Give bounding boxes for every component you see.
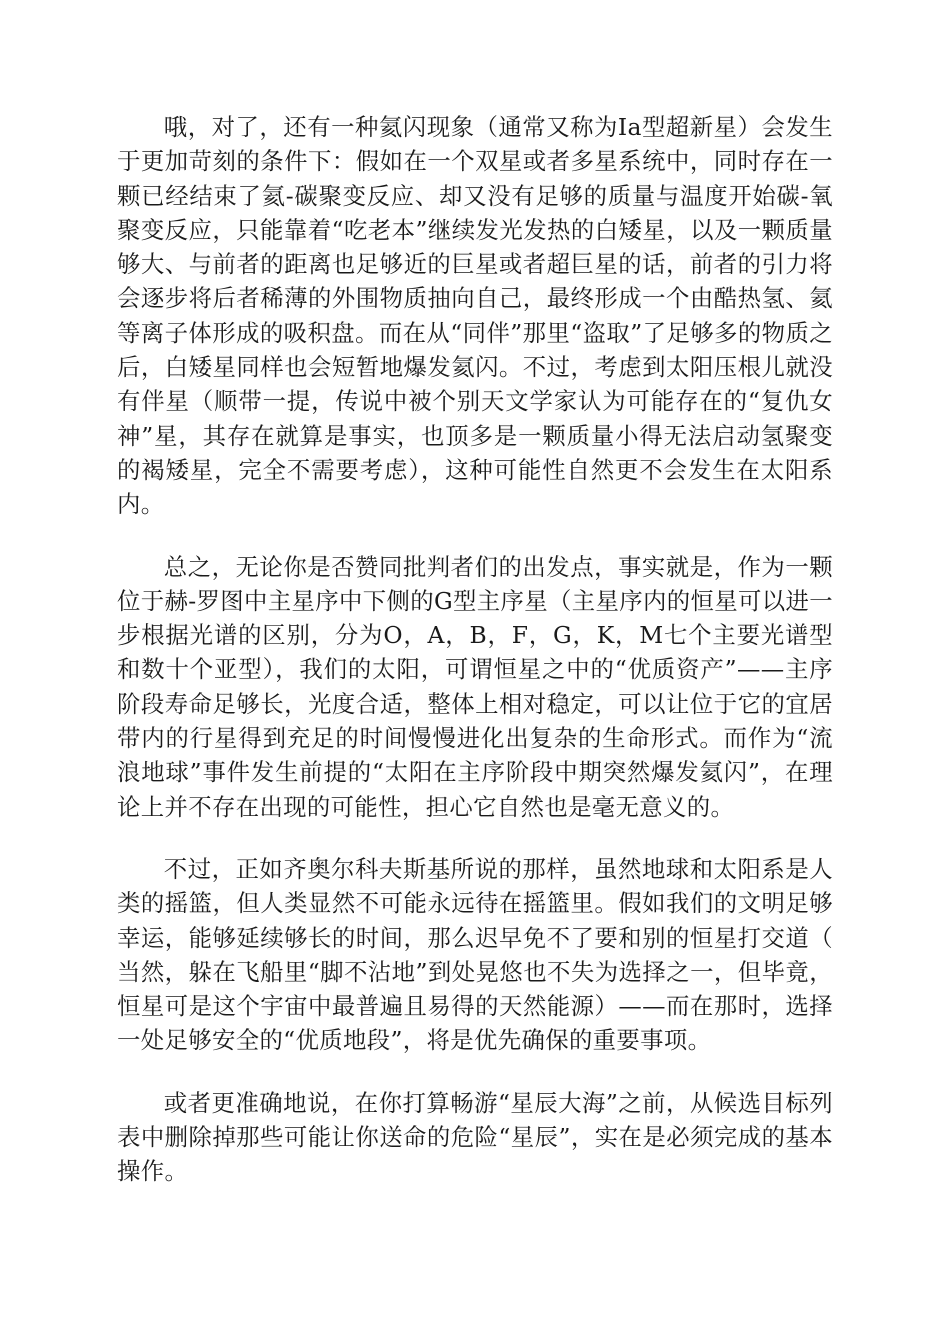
paragraph-cradle-of-humanity: 不过，正如齐奥尔科夫斯基所说的那样，虽然地球和太阳系是人类的摇篮，但人类显然不可能永远待在摇篮里。假如我们的文明足够幸运，能够延续够长的时间，那么迟早免不了要和别的恒星打交道（当然，躲在飞船里“脚不沾地”到处晃悠也不失为选择之一，但毕竟，恒星可是这个宇宙中最普遍且易得的天然能源）——而在那时，选择一处足够安全的“优质地段”，将是优先确保的重要事项。 [117, 854, 833, 1055]
paragraph-sun-g-type-star: 总之，无论你是否赞同批判者们的出发点，事实就是，作为一颗位于赫-罗图中主星序中下侧的G型主序星（主星序内的恒星可以进一步根据光谱的区别，分为O，A，B，F，G，K，M七个主要光谱型和数十个亚型），我们的太阳，可谓恒星之中的“优质资产”——主序阶段寿命足够长，光度合适，整体上相对稳定，可以让位于它的宜居带内的行星得到充足的时间慢慢进化出复杂的生命形式。而作为“流浪地球”事件发生前提的“太阳在主序阶段中期突然爆发氦闪”，在理论上并不存在出现的可能性，担心它自然也是毫无意义的。 [117, 552, 833, 821]
document-body [117, 110, 833, 1189]
paragraph-sea-of-stars: 或者更准确地说，在你打算畅游“星辰大海”之前，从候选目标列表中删除掉那些可能让你送命的危险“星辰”，实在是必须完成的基本操作。 [117, 1088, 833, 1186]
paragraph-helium-flash-binary: 哦，对了，还有一种氦闪现象（通常又称为Ia型超新星）会发生于更加苛刻的条件下：假如在一个双星或者多星系统中，同时存在一颗已经结束了氦-碳聚变反应、却又没有足够的质量与温度开始碳-氧聚变反应，只能靠着“吃老本”继续发光发热的白矮星，以及一颗质量够大、与前者的距离也足够近的巨星或者超巨星的话，前者的引力将会逐步将后者稀薄的外围物质抽向自己，最终形成一个由酷热氢、氦等离子体形成的吸积盘。而在从“同伴”那里“盗取”了足够多的物质之后，白矮星同样也会短暂地爆发氦闪。不过，考虑到太阳压根儿就没有伴星（顺带一提，传说中被个别天文学家认为可能存在的“复仇女神”星，其存在就算是事实，也顶多是一颗质量小得无法启动氢聚变的褐矮星，完全不需要考虑），这种可能性自然更不会发生在太阳系内。 [117, 113, 833, 519]
